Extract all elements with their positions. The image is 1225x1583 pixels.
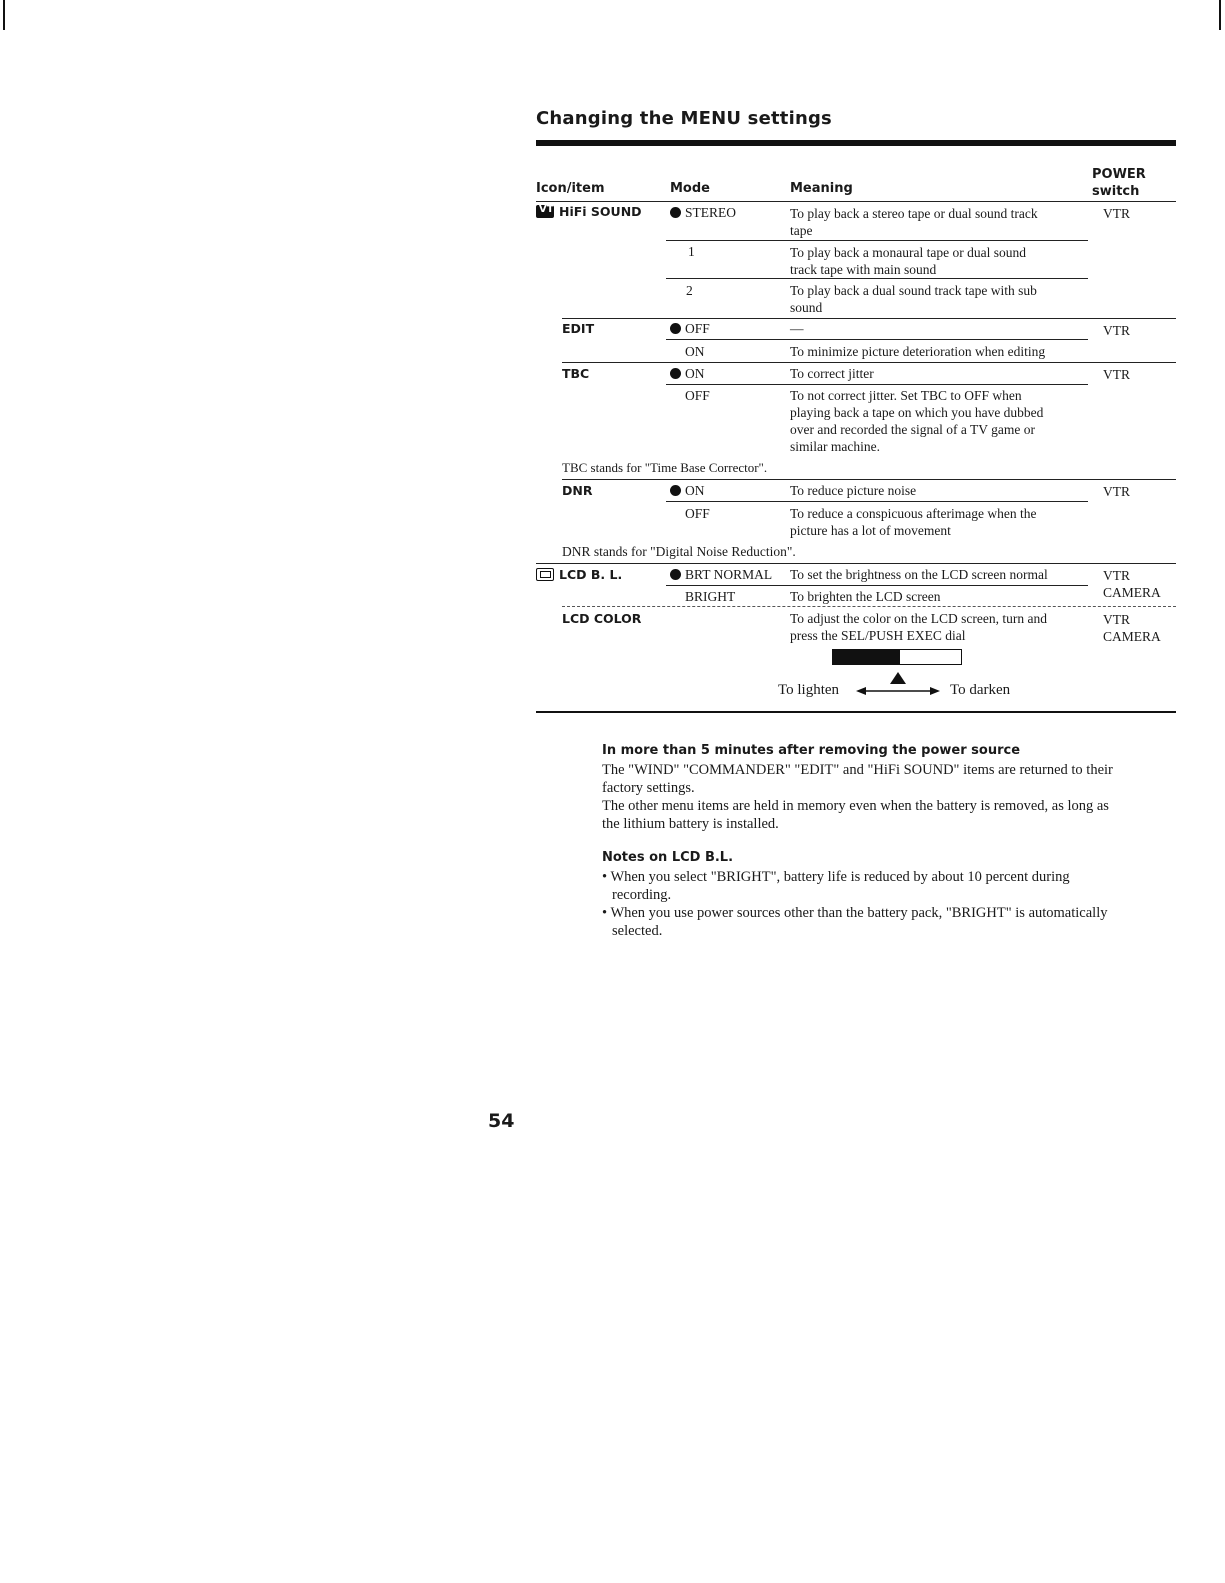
mode-stereo (670, 204, 736, 221)
power-hifi: VTR (1103, 206, 1130, 221)
meaning-dnr-off (790, 505, 1036, 539)
row-rule (562, 318, 1176, 319)
item-hifi-sound (536, 204, 642, 219)
item-tbc: TBC (562, 366, 590, 381)
mode-1: 1 (688, 244, 695, 259)
meaning-line: To play back a monaural tape or dual sound (790, 245, 1026, 260)
meaning-stereo (790, 205, 1038, 239)
table-bottom-rule (536, 711, 1176, 713)
meaning-edit-on: To minimize picture deterioration when editing (790, 344, 1046, 359)
mode-label: OFF (685, 321, 710, 336)
meaning-line: To reduce a conspicuous afterimage when the (790, 506, 1037, 521)
mode-edit-off (670, 320, 710, 337)
mode-label: STEREO (685, 205, 737, 220)
mode-label: ON (685, 366, 705, 381)
note-bullet (602, 868, 1070, 904)
meaning-line: similar machine. (790, 439, 880, 454)
meaning-tbc-off (790, 387, 1043, 455)
meaning-line: To not correct jitter. Set TBC to OFF when (790, 388, 1022, 403)
note-bullet (602, 904, 1107, 940)
row-rule (666, 501, 1088, 502)
row-rule (562, 362, 1176, 363)
power-line: VTR (1103, 612, 1130, 627)
meaning-lcd-color (790, 610, 1047, 644)
item-label: LCD B. L. (559, 567, 623, 582)
vtr-tape-icon: VT (536, 205, 554, 218)
header-power-line2: switch (1092, 184, 1140, 199)
item-lcd-bl (536, 567, 622, 582)
row-rule (536, 563, 1176, 564)
section-title: Changing the MENU settings (536, 108, 832, 129)
mode-tbc-on (670, 365, 705, 382)
default-dot-icon (670, 323, 681, 334)
row-rule (666, 240, 1088, 241)
meaning-line: To adjust the color on the LCD screen, turn and (790, 611, 1047, 626)
meaning-line: sound (790, 300, 823, 315)
mode-label: BRT NORMAL (685, 567, 773, 582)
power-line: CAMERA (1103, 585, 1161, 600)
color-level-bar-fill (833, 650, 900, 664)
meaning-brt-normal: To set the brightness on the LCD screen normal (790, 567, 1048, 582)
lcd-screen-icon (536, 568, 554, 581)
power-line: VTR (1103, 568, 1130, 583)
power-lcd-color (1103, 611, 1161, 645)
power-lcd-bl (1103, 567, 1161, 601)
mode-edit-on: ON (685, 344, 705, 359)
item-dnr: DNR (562, 483, 593, 498)
note-line: selected. (612, 923, 663, 939)
mode-2: 2 (686, 283, 693, 298)
color-level-bar (832, 649, 962, 665)
power-edit: VTR (1103, 323, 1130, 338)
mode-bright: BRIGHT (685, 589, 736, 604)
note-line: recording. (612, 887, 672, 903)
note-heading-power-source: In more than 5 minutes after removing the power source (602, 743, 1021, 758)
default-dot-icon (670, 485, 681, 496)
meaning-line: playing back a tape on which you have dubbed (790, 405, 1044, 420)
crop-mark-left (3, 0, 5, 30)
power-line: CAMERA (1103, 629, 1161, 644)
item-lcd-color: LCD COLOR (562, 611, 642, 626)
header-power-line1: POWER (1092, 167, 1146, 182)
row-rule (562, 606, 1176, 607)
note-line: • When you select "BRIGHT", battery life is reduced by about 10 percent during (602, 869, 1070, 885)
meaning-line: press the SEL/PUSH EXEC dial (790, 628, 966, 643)
note-line: The other menu items are held in memory even when the battery is removed, as long as (602, 798, 1109, 814)
row-rule (666, 278, 1088, 279)
meaning-bright: To brighten the LCD screen (790, 589, 941, 604)
row-rule (562, 479, 1176, 480)
meaning-line: tape (790, 223, 813, 238)
note-line: • When you use power sources other than the battery pack, "BRIGHT" is automatically (602, 905, 1108, 921)
meaning-line: over and recorded the signal of a TV game or (790, 422, 1036, 437)
meaning-1 (790, 244, 1026, 278)
mode-brt-normal (670, 566, 772, 583)
meaning-dnr-on: To reduce picture noise (790, 483, 917, 498)
meaning-line: track tape with main sound (790, 262, 937, 277)
note-line: factory settings. (602, 780, 695, 796)
tbc-note: TBC stands for "Time Base Corrector". (562, 460, 768, 475)
mode-tbc-off: OFF (685, 388, 710, 403)
default-dot-icon (670, 569, 681, 580)
power-tbc: VTR (1103, 367, 1130, 382)
label-to-darken: To darken (950, 682, 1011, 698)
header-rule (536, 201, 1176, 202)
power-dnr: VTR (1103, 484, 1130, 499)
meaning-line: To play back a stereo tape or dual sound track (790, 206, 1038, 221)
row-rule (666, 339, 1088, 340)
meaning-tbc-on: To correct jitter (790, 366, 874, 381)
default-dot-icon (670, 207, 681, 218)
mode-dnr-on (670, 482, 705, 499)
row-rule (666, 585, 1088, 586)
note-heading-lcd-bl: Notes on LCD B.L. (602, 850, 734, 865)
note-line: The "WIND" "COMMANDER" "EDIT" and "HiFi SOUND" items are returned to their (602, 762, 1113, 778)
double-arrow-icon (856, 684, 940, 698)
mode-dnr-off: OFF (685, 506, 710, 521)
meaning-edit-off: — (790, 321, 804, 336)
meaning-line: To play back a dual sound track tape with sub (790, 283, 1037, 298)
row-rule (666, 384, 1088, 385)
bar-marker-triangle-icon (890, 672, 906, 684)
dnr-note: DNR stands for "Digital Noise Reduction". (562, 544, 796, 559)
header-icon-item: Icon/item (536, 181, 605, 196)
page-number: 54 (488, 1110, 515, 1132)
header-mode: Mode (670, 181, 710, 196)
item-edit: EDIT (562, 321, 595, 336)
item-label: HiFi SOUND (559, 204, 642, 219)
meaning-line: picture has a lot of movement (790, 523, 951, 538)
mode-label: ON (685, 483, 705, 498)
crop-mark-right (1219, 0, 1221, 30)
meaning-2 (790, 282, 1037, 316)
note-line: the lithium battery is installed. (602, 816, 779, 832)
default-dot-icon (670, 368, 681, 379)
note-paragraph (602, 761, 1113, 833)
header-power (1092, 166, 1146, 200)
label-to-lighten: To lighten (778, 682, 840, 698)
header-meaning: Meaning (790, 181, 853, 196)
title-rule (536, 140, 1176, 146)
